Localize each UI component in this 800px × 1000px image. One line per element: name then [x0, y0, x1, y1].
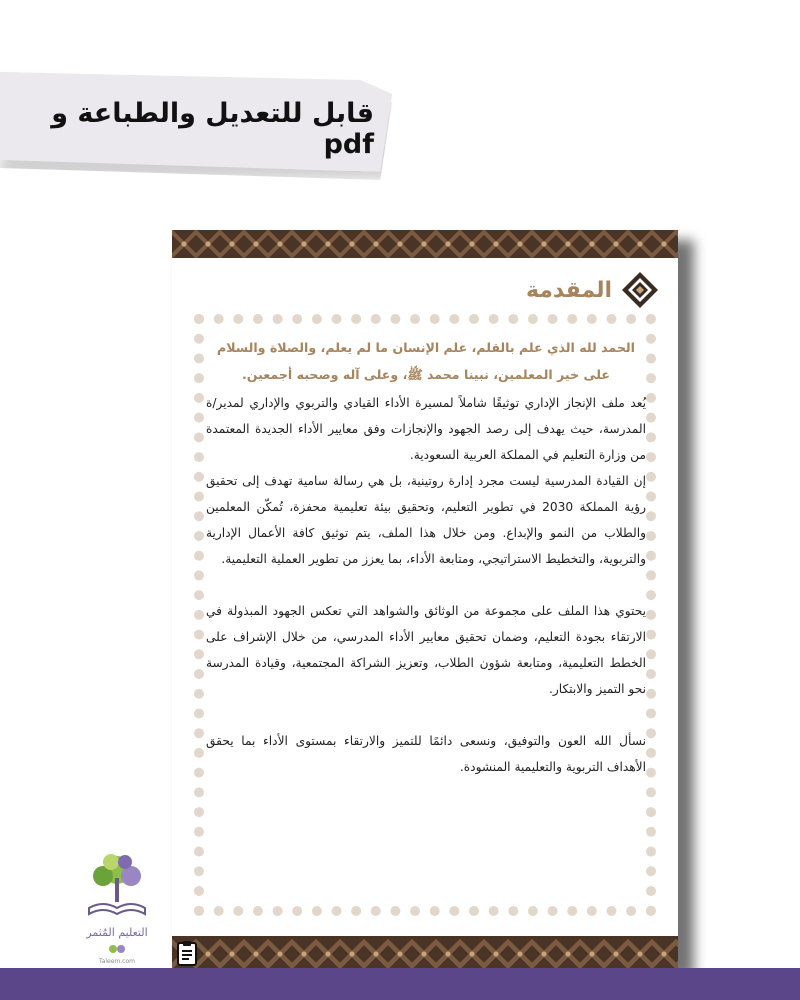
paragraph: نسأل الله العون والتوفيق، ونسعى دائمًا للتميز والارتقاء بمستوى الأداء بما يحقق الأهداف التربوية والتعليمية المنشودة.	[206, 734, 646, 774]
document-body	[206, 334, 646, 780]
ornament-diamond-icon	[620, 270, 660, 310]
page-title: المقدمة	[525, 277, 612, 303]
logo-url: Taleem.com	[99, 958, 135, 965]
site-logo	[72, 850, 162, 965]
banner-text: قابل للتعديل والطباعة و pdf	[51, 98, 374, 160]
top-pattern-band	[172, 230, 678, 258]
paragraph: يحتوي هذا الملف على مجموعة من الوثائق والشواهد التي تعكس الجهود المبذولة في الارتقاء بجودة التعليم، وضمان تحقيق معايير الأداء المدرسي، من خلال الإشراف على الخطط التعليمية، ومتابعة شؤون الطلاب، وتعزيز الشراكة المجتمعية، وقيادة المدرسة نحو التميز والابتكار.	[206, 604, 646, 696]
logo-name: التعليم المُثمر	[86, 926, 148, 939]
tree-book-icon	[77, 850, 157, 922]
bottom-bar	[0, 968, 800, 1000]
bottom-pattern-band	[172, 936, 678, 972]
opening-text: الحمد لله الذي علم بالقلم، علم الإنسان ما لم يعلم، والصلاة والسلام على خير المعلمين، نبينا محمد ﷺ، وعلى آله وصحبه أجمعين.	[217, 340, 635, 382]
paragraph: إن القيادة المدرسية ليست مجرد إدارة روتينية، بل هي رسالة سامية تهدف إلى تحقيق رؤية المملكة 2030 في تطوير التعليم، وتحقيق بيئة تعليمية محفزة، تُمكّن المعلمين والطلاب من النمو والإبداع. ومن خلال هذا الملف، يتم توثيق كافة الأعمال الإدارية والتربوية، والتخطيط الاستراتيجي، ومتابعة الأداء، بما يعزز من تطوير العملية التعليمية.	[206, 474, 647, 566]
logo-dots-icon	[107, 944, 127, 954]
paragraph: يُعد ملف الإنجاز الإداري توثيقًا شاملاً لمسيرة الأداء القيادي والتربوي والإداري لمدير/ة المدرسة، حيث يهدف إلى رصد الجهود والإنجازات وفق معايير الأداء الجديدة المعتمدة من وزارة التعليم في المملكة العربية السعودية.	[206, 396, 646, 462]
document-page	[172, 230, 678, 972]
title-row	[526, 266, 660, 314]
clipboard-icon	[176, 940, 198, 966]
